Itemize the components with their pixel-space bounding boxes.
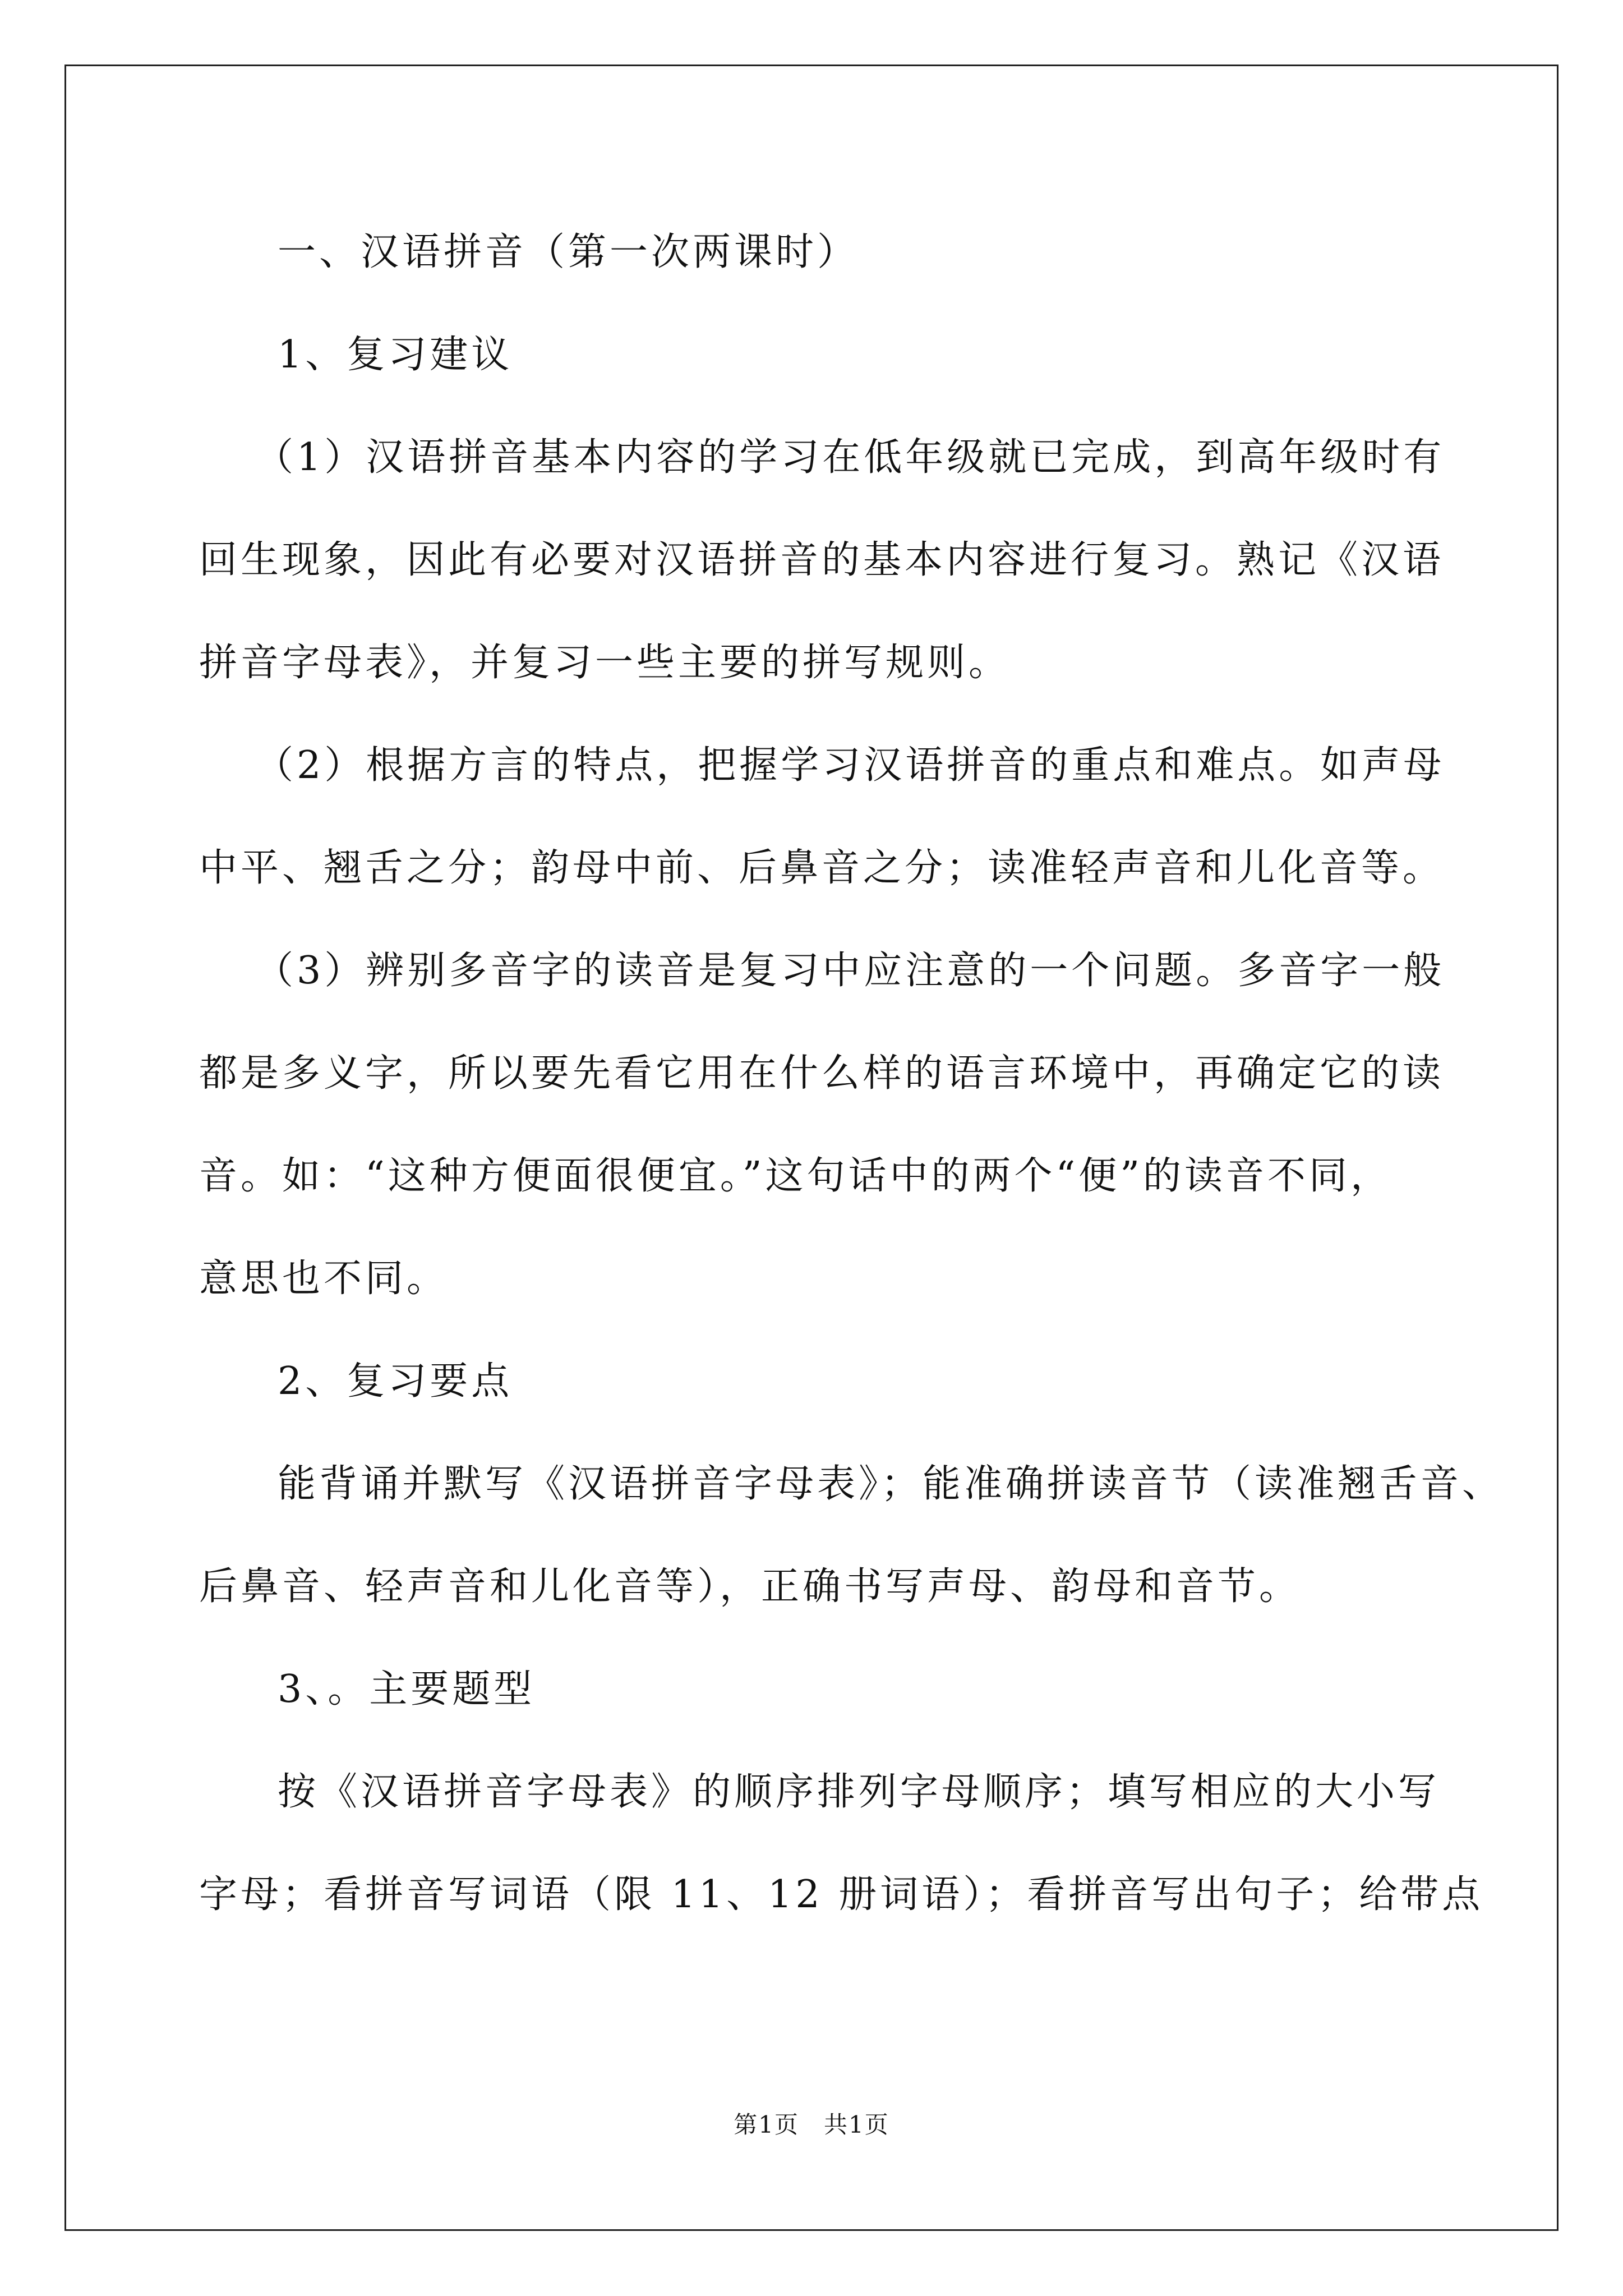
paragraph-line: （1）汉语拼音基本内容的学习在低年级就已完成，到高年级时有 <box>255 435 1445 480</box>
paragraph-line: 意思也不同。 <box>199 1257 449 1301</box>
subheading-review-suggestions: 1、复习建议 <box>278 333 513 377</box>
paragraph-line: （2）根据方言的特点，把握学习汉语拼音的重点和难点。如声母 <box>255 743 1445 788</box>
subheading-review-points: 2、复习要点 <box>278 1359 513 1404</box>
paragraph-line: 音。如：“这种方便面很便宜。”这句话中的两个“便”的读音不同， <box>199 1154 1393 1198</box>
paragraph-line: 按《汉语拼音字母表》的顺序排列字母顺序；填写相应的大小写 <box>278 1770 1440 1814</box>
heading-pinyin: 一、汉语拼音（第一次两课时） <box>278 230 859 274</box>
page-number-footer: 第1页 共1页 <box>734 2111 889 2138</box>
paragraph-line: 拼音字母表》，并复习一些主要的拼写规则。 <box>199 641 1011 685</box>
paragraph-line: 后鼻音、轻声音和儿化音等），正确书写声母、韵母和音节。 <box>199 1565 1301 1609</box>
document-body <box>199 216 1504 1961</box>
paragraph-line: （3）辨别多音字的读音是复习中应注意的一个问题。多音字一般 <box>255 949 1445 993</box>
paragraph-line: 回生现象，因此有必要对汉语拼音的基本内容进行复习。熟记《汉语 <box>199 538 1445 582</box>
paragraph-line: 都是多义字，所以要先看它用在什么样的语言环境中，再确定它的读 <box>199 1051 1445 1096</box>
paragraph-line: 字母；看拼音写词语（限 11、12 册词语）；看拼音写出句子；给带点 <box>199 1872 1484 1917</box>
paragraph-line: 中平、翘舌之分；韵母中前、后鼻音之分；读准轻声音和儿化音等。 <box>199 846 1445 890</box>
subheading-question-types: 3、。主要题型 <box>278 1667 536 1711</box>
paragraph-line: 能背诵并默写《汉语拼音字母表》；能准确拼读音节（读准翘舌音、 <box>278 1462 1504 1506</box>
